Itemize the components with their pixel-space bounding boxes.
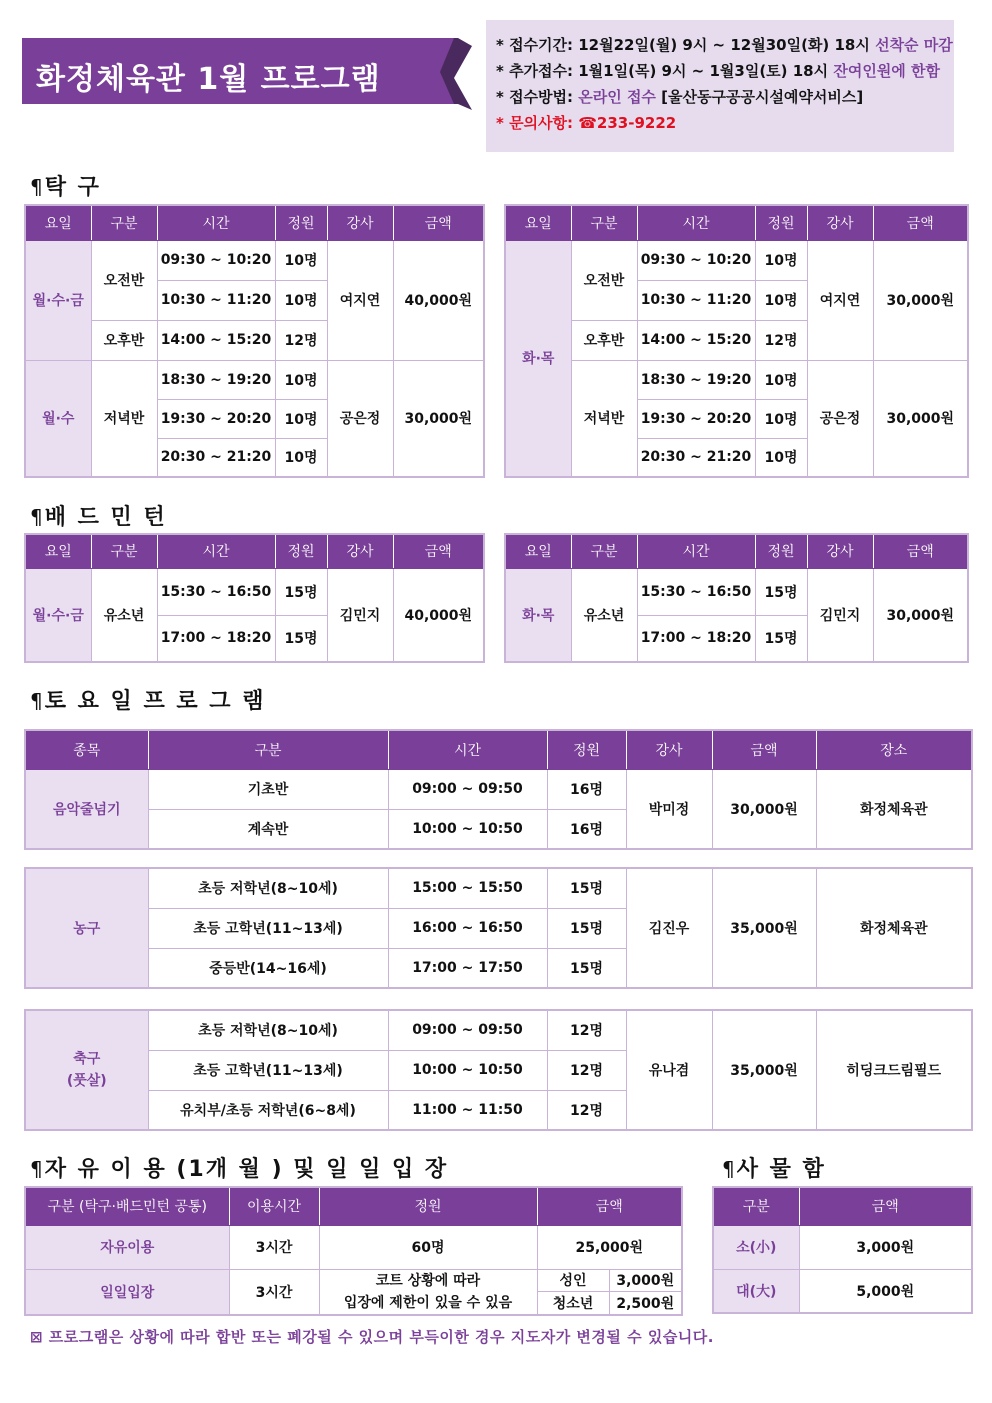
- footer-note: ⊠ 프로그램은 상황에 따라 합반 또는 폐강될 수 있으며 부득이한 경우 지도자가 변경될 수 있습니다.: [30, 1328, 714, 1346]
- time-cell: 20:30 ~ 21:20: [157, 438, 275, 477]
- header-capacity: 정원: [547, 730, 626, 769]
- class-cell: 저녁반: [91, 360, 157, 477]
- section-locker: [722, 1152, 826, 1183]
- class-cell: 초등 저학년(8~10세): [148, 1010, 388, 1050]
- header-capacity: 정원: [319, 1187, 537, 1225]
- capacity-cell: 12명: [755, 320, 807, 360]
- capacity-cell: 10명: [275, 280, 327, 320]
- info-additional: [496, 58, 954, 84]
- header-category: 구분: [91, 534, 157, 568]
- registration-info: [486, 20, 954, 152]
- section-title: 탁 구: [44, 175, 101, 200]
- class-cell: 초등 저학년(8~10세): [148, 868, 388, 908]
- time-cell: 09:30 ~ 10:20: [157, 240, 275, 280]
- time-cell: 19:30 ~ 20:20: [157, 399, 275, 438]
- saturday-soccer-table: [24, 1009, 973, 1131]
- info-method-text: * 접수방법:: [496, 88, 579, 106]
- time-cell: 14:00 ~ 15:20: [637, 320, 755, 360]
- info-method-highlight: 온라인 접수: [578, 88, 656, 106]
- place-cell: 히딩크드림필드: [816, 1010, 972, 1130]
- pilcrow-icon: ¶: [30, 1157, 45, 1181]
- event-subname: (풋살): [66, 1073, 107, 1089]
- capacity-cell: 16명: [547, 769, 626, 809]
- capacity-cell: 12명: [547, 1050, 626, 1090]
- header-instructor: 강사: [807, 205, 873, 240]
- class-cell: 초등 고학년(11~13세): [148, 1050, 388, 1090]
- time-cell: 17:00 ~ 17:50: [388, 948, 547, 988]
- event-cell: 음악줄넘기: [25, 769, 148, 849]
- instructor-cell: 박미정: [626, 769, 712, 849]
- badminton-left: [24, 533, 485, 663]
- pilcrow-icon: ¶: [30, 505, 45, 529]
- usage-time-cell: 3시간: [229, 1225, 319, 1269]
- time-cell: 20:30 ~ 21:20: [637, 438, 755, 477]
- fee-cell: 30,000원: [873, 240, 968, 360]
- header-time: 시간: [157, 534, 275, 568]
- instructor-cell: 김진우: [626, 868, 712, 988]
- locker-small-fee: 3,000원: [799, 1225, 972, 1269]
- instructor-cell: 여지연: [807, 240, 873, 360]
- fee-cell: 25,000원: [537, 1225, 682, 1269]
- fee-cell: 40,000원: [393, 568, 484, 662]
- event-cell: 농구: [25, 868, 148, 988]
- day-cell: 화·목: [505, 568, 571, 662]
- header-fee: 금액: [393, 205, 484, 240]
- locker-small-label: 소(小): [713, 1225, 799, 1269]
- pilcrow-icon: ¶: [30, 689, 45, 713]
- adult-label: 성인: [537, 1269, 609, 1292]
- header-fee: 금액: [393, 534, 484, 568]
- info-period-highlight: 선착순 마감: [875, 36, 953, 54]
- header-capacity: 정원: [275, 205, 327, 240]
- time-cell: 09:30 ~ 10:20: [637, 240, 755, 280]
- capacity-cell: 10명: [755, 399, 807, 438]
- capacity-cell: 12명: [275, 320, 327, 360]
- header-place: 장소: [816, 730, 972, 769]
- time-cell: 15:30 ~ 16:50: [157, 568, 275, 615]
- time-cell: 17:00 ~ 18:20: [637, 615, 755, 662]
- capacity-cell: 15명: [547, 868, 626, 908]
- section-free-use: [30, 1152, 448, 1183]
- time-cell: 09:00 ~ 09:50: [388, 769, 547, 809]
- info-additional-highlight: 잔여인원에 한함: [833, 62, 940, 80]
- event-name: 축구: [73, 1051, 101, 1067]
- capacity-note-line1: 코트 상황에 따라: [375, 1272, 481, 1289]
- class-cell: 초등 고학년(11~13세): [148, 908, 388, 948]
- locker-large-fee: 5,000원: [799, 1269, 972, 1313]
- day-cell: 월·수·금: [25, 240, 91, 360]
- youth-fee: 2,500원: [609, 1292, 682, 1315]
- info-additional-text: * 추가접수: 1월1일(목) 9시 ~ 1월3일(토) 18시: [496, 62, 834, 80]
- section-badminton: [30, 500, 167, 531]
- header-instructor: 강사: [327, 205, 393, 240]
- header-category: 구분: [148, 730, 388, 769]
- instructor-cell: 공은정: [807, 360, 873, 477]
- time-cell: 16:00 ~ 16:50: [388, 908, 547, 948]
- time-cell: 09:00 ~ 09:50: [388, 1010, 547, 1050]
- capacity-cell: 10명: [275, 438, 327, 477]
- capacity-cell: 15명: [547, 908, 626, 948]
- capacity-cell: 60명: [319, 1225, 537, 1269]
- time-cell: 17:00 ~ 18:20: [157, 615, 275, 662]
- info-contact-label: * 문의사항:: [496, 114, 579, 132]
- header-usage-time: 이용시간: [229, 1187, 319, 1225]
- time-cell: 15:30 ~ 16:50: [637, 568, 755, 615]
- locker-table: [712, 1186, 973, 1314]
- header-day: 요일: [505, 205, 571, 240]
- capacity-cell: 15명: [275, 615, 327, 662]
- instructor-cell: 여지연: [327, 240, 393, 360]
- header-fee: 금액: [799, 1187, 972, 1225]
- capacity-cell: 15명: [755, 615, 807, 662]
- youth-label: 청소년: [537, 1292, 609, 1315]
- header-day: 요일: [25, 205, 91, 240]
- header-capacity: 정원: [755, 205, 807, 240]
- class-cell: 오전반: [571, 240, 637, 320]
- info-method-suffix: [울산동구공공시설예약서비스]: [655, 88, 864, 106]
- badminton-right: [504, 533, 969, 663]
- instructor-cell: 김민지: [807, 568, 873, 662]
- header-fee: 금액: [537, 1187, 682, 1225]
- header-category: 구분: [91, 205, 157, 240]
- saturday-basketball-table: [24, 867, 973, 989]
- capacity-cell: 16명: [547, 809, 626, 849]
- header-instructor: 강사: [327, 534, 393, 568]
- locker-large-label: 대(大): [713, 1269, 799, 1313]
- info-contact: [496, 110, 954, 136]
- title-banner: [22, 38, 472, 110]
- header-time: 시간: [157, 205, 275, 240]
- time-cell: 18:30 ~ 19:20: [637, 360, 755, 399]
- header-instructor: 강사: [807, 534, 873, 568]
- time-cell: 10:00 ~ 10:50: [388, 809, 547, 849]
- section-title: 자 유 이 용 (1개 월 ) 및 일 일 입 장: [44, 1157, 449, 1182]
- time-cell: 15:00 ~ 15:50: [388, 868, 547, 908]
- class-cell: 오후반: [571, 320, 637, 360]
- class-cell: 오후반: [91, 320, 157, 360]
- day-cell: 월·수: [25, 360, 91, 477]
- saturday-rope-table: [24, 729, 973, 850]
- header-time: 시간: [637, 205, 755, 240]
- capacity-cell: 15명: [275, 568, 327, 615]
- usage-time-cell: 3시간: [229, 1269, 319, 1315]
- capacity-cell: 10명: [755, 438, 807, 477]
- capacity-cell: 10명: [275, 360, 327, 399]
- time-cell: 10:00 ~ 10:50: [388, 1050, 547, 1090]
- class-cell: 유소년: [571, 568, 637, 662]
- time-cell: 19:30 ~ 20:20: [637, 399, 755, 438]
- capacity-note-line2: 입장에 제한이 있을 수 있음: [343, 1294, 513, 1311]
- info-method: [496, 84, 954, 110]
- fee-cell: 30,000원: [712, 769, 816, 849]
- info-contact-phone: ☎233-9222: [578, 114, 677, 132]
- capacity-cell: 12명: [547, 1010, 626, 1050]
- capacity-note-cell: [319, 1269, 537, 1315]
- header-day: 요일: [25, 534, 91, 568]
- section-saturday: [30, 684, 265, 715]
- info-period: [496, 32, 954, 58]
- section-table-tennis: [30, 170, 101, 201]
- header-time: 시간: [637, 534, 755, 568]
- instructor-cell: 공은정: [327, 360, 393, 477]
- free-use-label: 자유이용: [25, 1225, 229, 1269]
- header-category: 구분: [571, 205, 637, 240]
- class-cell: 유소년: [91, 568, 157, 662]
- table-tennis-left: [24, 204, 485, 478]
- header-fee: 금액: [873, 534, 968, 568]
- header-fee: 금액: [712, 730, 816, 769]
- section-title: 토 요 일 프 로 그 램: [44, 689, 266, 714]
- capacity-cell: 15명: [755, 568, 807, 615]
- capacity-cell: 10명: [755, 280, 807, 320]
- fee-cell: 35,000원: [712, 1010, 816, 1130]
- header-instructor: 강사: [626, 730, 712, 769]
- pilcrow-icon: ¶: [30, 175, 45, 199]
- capacity-cell: 10명: [275, 240, 327, 280]
- capacity-cell: 10명: [755, 360, 807, 399]
- header-event: 종목: [25, 730, 148, 769]
- day-cell: 월·수·금: [25, 568, 91, 662]
- info-period-text: * 접수기간: 12월22일(월) 9시 ~ 12월30일(화) 18시: [496, 36, 876, 54]
- class-cell: 중등반(14~16세): [148, 948, 388, 988]
- capacity-cell: 12명: [547, 1090, 626, 1130]
- fee-cell: 30,000원: [393, 360, 484, 477]
- class-cell: 저녁반: [571, 360, 637, 477]
- header-category: 구분 (탁구·배드민턴 공통): [25, 1187, 229, 1225]
- header-capacity: 정원: [275, 534, 327, 568]
- header-time: 시간: [388, 730, 547, 769]
- day-cell: 화·목: [505, 240, 571, 477]
- class-cell: 유치부/초등 저학년(6~8세): [148, 1090, 388, 1130]
- time-cell: 10:30 ~ 11:20: [157, 280, 275, 320]
- daily-entry-label: 일일입장: [25, 1269, 229, 1315]
- capacity-cell: 10명: [275, 399, 327, 438]
- header-category: 구분: [571, 534, 637, 568]
- fee-cell: 30,000원: [873, 568, 968, 662]
- time-cell: 11:00 ~ 11:50: [388, 1090, 547, 1130]
- time-cell: 18:30 ~ 19:20: [157, 360, 275, 399]
- header-day: 요일: [505, 534, 571, 568]
- place-cell: 화정체육관: [816, 868, 972, 988]
- class-cell: 기초반: [148, 769, 388, 809]
- event-cell: [25, 1010, 148, 1130]
- fee-cell: 30,000원: [873, 360, 968, 477]
- fee-cell: 35,000원: [712, 868, 816, 988]
- adult-fee: 3,000원: [609, 1269, 682, 1292]
- capacity-cell: 15명: [547, 948, 626, 988]
- place-cell: 화정체육관: [816, 769, 972, 849]
- capacity-cell: 10명: [755, 240, 807, 280]
- free-use-table: [24, 1186, 683, 1316]
- time-cell: 14:00 ~ 15:20: [157, 320, 275, 360]
- pilcrow-icon: ¶: [722, 1157, 737, 1181]
- header-fee: 금액: [873, 205, 968, 240]
- instructor-cell: 유나겸: [626, 1010, 712, 1130]
- table-tennis-right: [504, 204, 969, 478]
- class-cell: 계속반: [148, 809, 388, 849]
- header-category: 구분: [713, 1187, 799, 1225]
- section-title: 사 물 함: [736, 1157, 826, 1182]
- class-cell: 오전반: [91, 240, 157, 320]
- instructor-cell: 김민지: [327, 568, 393, 662]
- section-title: 배 드 민 턴: [44, 505, 167, 530]
- fee-cell: 40,000원: [393, 240, 484, 360]
- time-cell: 10:30 ~ 11:20: [637, 280, 755, 320]
- page-title: 화정체육관 1월 프로그램: [36, 62, 381, 97]
- header-capacity: 정원: [755, 534, 807, 568]
